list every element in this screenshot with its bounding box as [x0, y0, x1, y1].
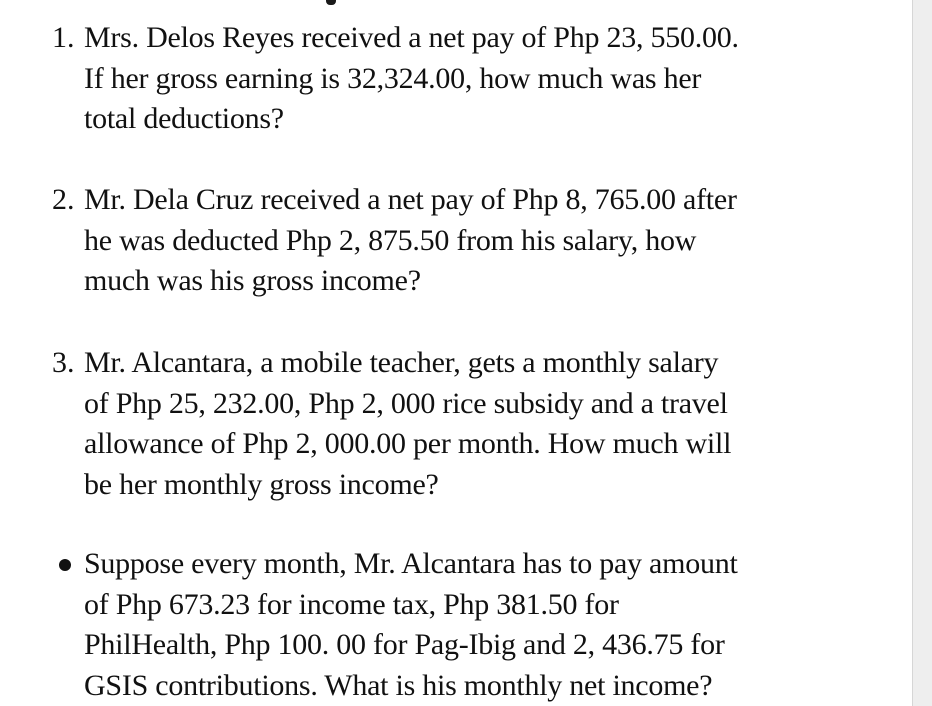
question-3-line-2: of Php 25, 232.00, Php 2, 000 rice subsidy and a travel [84, 386, 728, 420]
right-page-edge [912, 0, 932, 706]
question-3-line-4: be her monthly gross income? [84, 467, 439, 501]
question-2-line-1: Mr. Dela Cruz received a net pay of Php 8, 765.00 after [84, 183, 737, 216]
bullet-line-2: of Php 673.23 for income tax, Php 381.50 for [84, 587, 619, 621]
bullet-question-text [84, 544, 804, 706]
bullet-line-3: PhilHealth, Php 100. 00 for Pag-Ibig and 2, 436.75 for [84, 628, 725, 661]
question-3-number: 3. [52, 346, 75, 379]
question-1 [52, 18, 812, 140]
question-1-line-3: total deductions? [84, 102, 284, 135]
question-3-text [84, 343, 804, 505]
question-1-line-2: If her gross earning is 32,324.00, how much was her [84, 61, 702, 95]
bullet-question [52, 544, 812, 706]
question-3 [52, 343, 812, 505]
question-2-number: 2. [52, 183, 75, 216]
question-3-line-3: allowance of Php 2, 000.00 per month. How much will [84, 427, 732, 460]
question-2-line-3: much was his gross income? [84, 264, 421, 297]
question-1-number: 1. [52, 21, 75, 54]
bullet-line-4: GSIS contributions. What is his monthly net income? [84, 668, 713, 702]
question-2 [52, 180, 812, 302]
question-2-line-2: he was deducted Php 2, 875.50 from his salary, how [84, 223, 697, 257]
bullet-line-1: Suppose every month, Mr. Alcantara has to pay amount [84, 547, 738, 580]
question-3-line-1: Mr. Alcantara, a mobile teacher, gets a monthly salary [84, 346, 719, 379]
question-1-text [84, 18, 804, 140]
question-2-text [84, 180, 804, 302]
question-1-line-1: Mrs. Delos Reyes received a net pay of Php 23, 550.00. [84, 21, 739, 54]
bullet-icon [59, 559, 71, 571]
top-edge-mark [326, 0, 336, 5]
